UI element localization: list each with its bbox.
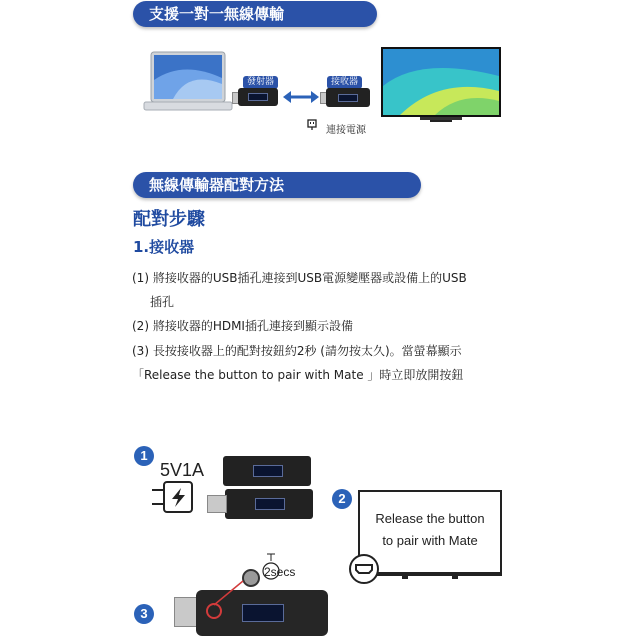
banner-pairing-method: 無線傳輸器配對方法	[133, 172, 421, 198]
power-adapter-icon	[150, 478, 200, 518]
step-1-line-2: 插孔	[150, 295, 175, 309]
tv-message-line-1: Release the button	[375, 511, 485, 526]
power-spec: 5V1A	[160, 460, 205, 480]
press-indicator-line	[210, 578, 250, 608]
banner-one-to-one: 支援一對一無線傳輸	[133, 1, 377, 27]
step-number-3: 3	[134, 604, 154, 624]
tv-message-line-2: to pair with Mate	[382, 533, 478, 548]
step-1-line-1: (1) 將接收器的USB插孔連接到USB電源變壓器或設備上的USB	[132, 271, 467, 285]
laptop-illustration	[143, 50, 233, 114]
power-label: 連接電源	[326, 125, 366, 136]
step-3-line-2: 「Release the button to pair with Mate 」時立即放開按鈕	[132, 368, 464, 382]
receiver-dongle-middle	[225, 489, 313, 519]
step-2: (2) 將接收器的HDMI插孔連接到顯示設備	[132, 319, 353, 333]
tv-stand-foot-right	[452, 576, 458, 579]
steps-title: 配對步驟	[133, 209, 205, 230]
receiver-title: 1.接收器	[133, 238, 195, 256]
transmitter-dongle	[238, 88, 278, 106]
tv-illustration	[380, 46, 502, 126]
power-plug-icon	[307, 119, 317, 131]
receiver-dongle-top	[223, 456, 311, 486]
press-time-label: 2secs	[264, 565, 296, 579]
transmitter-label: 發射器	[243, 76, 278, 89]
tv-stand-foot-left	[402, 576, 408, 579]
step-number-1: 1	[134, 446, 154, 466]
double-arrow-icon	[282, 89, 320, 105]
hdmi-port-icon	[348, 553, 380, 585]
step-number-2: 2	[332, 489, 352, 509]
step-3-line-1: (3) 長按接收器上的配對按鈕約2秒 (請勿按太久)。當螢幕顯示	[132, 344, 462, 358]
receiver-dongle	[326, 88, 370, 107]
receiver-label: 接收器	[327, 76, 362, 89]
hdmi-plug-middle	[207, 495, 227, 513]
